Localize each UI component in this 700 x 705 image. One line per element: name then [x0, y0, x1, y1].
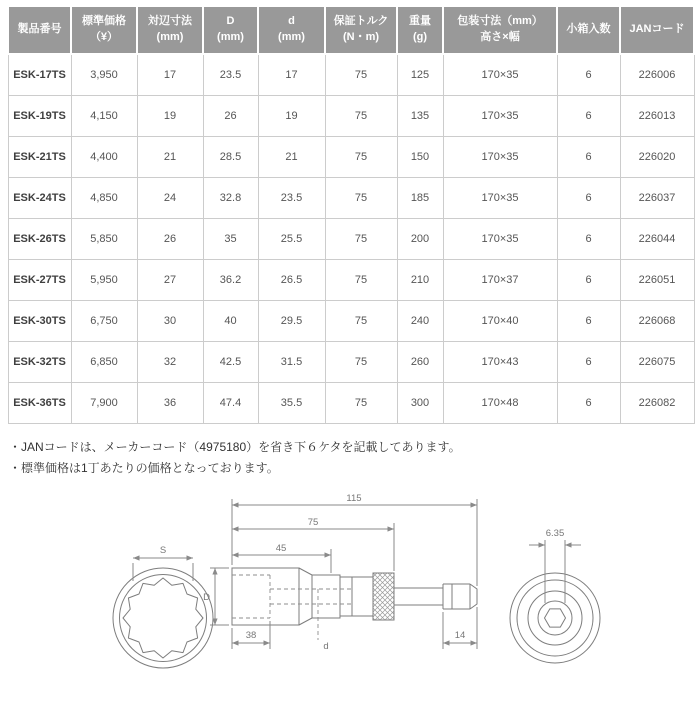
column-header-label: d	[288, 15, 295, 27]
cell-width-across-flats: 17	[137, 54, 203, 96]
dimension-14-label: 14	[454, 629, 466, 641]
cell-package-size: 170×35	[443, 136, 557, 177]
dimension-D-label: D	[203, 591, 210, 603]
cell-torque: 75	[325, 218, 397, 259]
table-row	[8, 259, 694, 300]
cell-diameter-d: 17	[258, 54, 325, 96]
cell-width-across-flats: 30	[137, 300, 203, 341]
table-row	[8, 218, 694, 259]
cell-diameter-d: 19	[258, 95, 325, 136]
cell-torque: 75	[325, 95, 397, 136]
cell-package-size: 170×35	[443, 95, 557, 136]
cell-diameter-d: 21	[258, 136, 325, 177]
cell-box-quantity: 6	[557, 136, 620, 177]
column-header-unit: (g)	[412, 30, 428, 43]
column-header-label: 保証トルク	[333, 15, 389, 27]
technical-drawing	[0, 485, 700, 700]
cell-weight: 185	[397, 177, 443, 218]
cell-price: 5,850	[71, 218, 137, 259]
column-header	[8, 6, 71, 54]
cell-width-across-flats: 19	[137, 95, 203, 136]
dimension-115-label: 115	[346, 492, 362, 504]
column-header	[137, 6, 203, 54]
footnotes	[9, 437, 700, 479]
cell-weight: 260	[397, 341, 443, 382]
column-header-unit: (mm)	[156, 30, 184, 43]
cell-diameter-D: 40	[203, 300, 258, 341]
cell-box-quantity: 6	[557, 382, 620, 423]
cell-diameter-d: 29.5	[258, 300, 325, 341]
column-header	[325, 6, 397, 54]
cell-package-size: 170×37	[443, 259, 557, 300]
cell-jan-code: 226082	[620, 382, 694, 423]
column-header-label: 重量	[409, 15, 431, 27]
socket-side-view	[232, 568, 477, 625]
cell-torque: 75	[325, 136, 397, 177]
cell-jan-code: 226044	[620, 218, 694, 259]
cell-box-quantity: 6	[557, 177, 620, 218]
socket-front-view	[113, 568, 213, 668]
cell-price: 4,150	[71, 95, 137, 136]
column-header	[443, 6, 557, 54]
cell-torque: 75	[325, 382, 397, 423]
cell-weight: 150	[397, 136, 443, 177]
column-header-label: 対辺寸法	[148, 15, 192, 27]
dimension-75-label: 75	[307, 516, 319, 528]
column-header-label: 製品番号	[17, 22, 62, 35]
cell-product-number: ESK-27TS	[8, 259, 71, 300]
column-header-unit: （¥）	[89, 30, 119, 43]
column-header-label: 包装寸法（mm）	[457, 15, 543, 27]
cell-jan-code: 226068	[620, 300, 694, 341]
header-row	[8, 6, 694, 54]
column-header	[71, 6, 137, 54]
cell-price: 6,850	[71, 341, 137, 382]
dimension-d-label: d	[323, 640, 329, 652]
cell-jan-code: 226037	[620, 177, 694, 218]
column-header-unit: (mm)	[217, 30, 244, 43]
cell-package-size: 170×35	[443, 177, 557, 218]
cell-width-across-flats: 27	[137, 259, 203, 300]
cell-diameter-d: 26.5	[258, 259, 325, 300]
cell-weight: 300	[397, 382, 443, 423]
cell-diameter-d: 25.5	[258, 218, 325, 259]
table-row	[8, 95, 694, 136]
cell-box-quantity: 6	[557, 341, 620, 382]
table-row	[8, 300, 694, 341]
footnote-price: ・標準価格は1丁あたりの価格となっております。	[9, 460, 279, 475]
cell-box-quantity: 6	[557, 95, 620, 136]
cell-width-across-flats: 36	[137, 382, 203, 423]
cell-diameter-d: 23.5	[258, 177, 325, 218]
dimension-S-label: S	[159, 544, 167, 556]
cell-torque: 75	[325, 177, 397, 218]
cell-weight: 240	[397, 300, 443, 341]
shank-end-view	[510, 573, 600, 663]
cell-diameter-D: 28.5	[203, 136, 258, 177]
cell-product-number: ESK-17TS	[8, 54, 71, 96]
cell-package-size: 170×43	[443, 341, 557, 382]
column-header	[557, 6, 620, 54]
column-header-label: D	[226, 15, 235, 27]
cell-jan-code: 226013	[620, 95, 694, 136]
dimension-hex	[529, 540, 581, 603]
cell-box-quantity: 6	[557, 54, 620, 96]
cell-jan-code: 226051	[620, 259, 694, 300]
cell-product-number: ESK-32TS	[8, 341, 71, 382]
column-header-label: JANコード	[629, 22, 685, 35]
cell-torque: 75	[325, 341, 397, 382]
dimension-38-label: 38	[245, 629, 257, 641]
cell-jan-code: 226075	[620, 341, 694, 382]
cell-diameter-D: 23.5	[203, 54, 258, 96]
dimension-lines	[210, 499, 477, 649]
table-row	[8, 341, 694, 382]
cell-torque: 75	[325, 54, 397, 96]
column-header	[258, 6, 325, 54]
table-row	[8, 136, 694, 177]
cell-diameter-D: 35	[203, 218, 258, 259]
cell-width-across-flats: 26	[137, 218, 203, 259]
cell-package-size: 170×35	[443, 218, 557, 259]
column-header-label: 標準価格	[82, 15, 126, 27]
cell-weight: 125	[397, 54, 443, 96]
column-header-unit: (mm)	[278, 30, 305, 43]
cell-package-size: 170×35	[443, 54, 557, 96]
cell-diameter-D: 26	[203, 95, 258, 136]
cell-diameter-D: 32.8	[203, 177, 258, 218]
column-header	[203, 6, 258, 54]
dimension-45-label: 45	[275, 542, 287, 554]
cell-price: 3,950	[71, 54, 137, 96]
column-header-unit: (N・m)	[342, 30, 380, 43]
table-row	[8, 177, 694, 218]
cell-package-size: 170×48	[443, 382, 557, 423]
cell-product-number: ESK-19TS	[8, 95, 71, 136]
cell-price: 5,950	[71, 259, 137, 300]
cell-box-quantity: 6	[557, 259, 620, 300]
cell-torque: 75	[325, 300, 397, 341]
table-body	[8, 54, 694, 424]
cell-box-quantity: 6	[557, 218, 620, 259]
cell-product-number: ESK-24TS	[8, 177, 71, 218]
cell-width-across-flats: 24	[137, 177, 203, 218]
cell-diameter-D: 47.4	[203, 382, 258, 423]
column-header	[397, 6, 443, 54]
footnote-jan-code: ・JANコードは、メーカーコード（4975180）を省き下６ケタを記載してあります。	[9, 439, 461, 454]
cell-product-number: ESK-36TS	[8, 382, 71, 423]
cell-package-size: 170×40	[443, 300, 557, 341]
cell-price: 6,750	[71, 300, 137, 341]
cell-weight: 135	[397, 95, 443, 136]
cell-width-across-flats: 21	[137, 136, 203, 177]
cell-width-across-flats: 32	[137, 341, 203, 382]
dimension-635-label: 6.35	[545, 527, 565, 539]
cell-product-number: ESK-21TS	[8, 136, 71, 177]
cell-weight: 200	[397, 218, 443, 259]
cell-torque: 75	[325, 259, 397, 300]
cell-jan-code: 226020	[620, 136, 694, 177]
column-header	[620, 6, 694, 54]
cell-weight: 210	[397, 259, 443, 300]
cell-jan-code: 226006	[620, 54, 694, 96]
cell-product-number: ESK-26TS	[8, 218, 71, 259]
table-row	[8, 54, 694, 96]
spec-table	[7, 5, 695, 424]
cell-diameter-d: 35.5	[258, 382, 325, 423]
column-header-unit: 高さ×幅	[480, 30, 520, 43]
cell-diameter-D: 42.5	[203, 341, 258, 382]
cell-diameter-d: 31.5	[258, 341, 325, 382]
socket-dimension-diagram	[0, 485, 700, 700]
cell-price: 4,400	[71, 136, 137, 177]
cell-price: 7,900	[71, 382, 137, 423]
column-header-label: 小箱入数	[566, 22, 611, 35]
catalog-page	[0, 5, 700, 705]
cell-price: 4,850	[71, 177, 137, 218]
cell-product-number: ESK-30TS	[8, 300, 71, 341]
cell-box-quantity: 6	[557, 300, 620, 341]
cell-diameter-D: 36.2	[203, 259, 258, 300]
table-row	[8, 382, 694, 423]
